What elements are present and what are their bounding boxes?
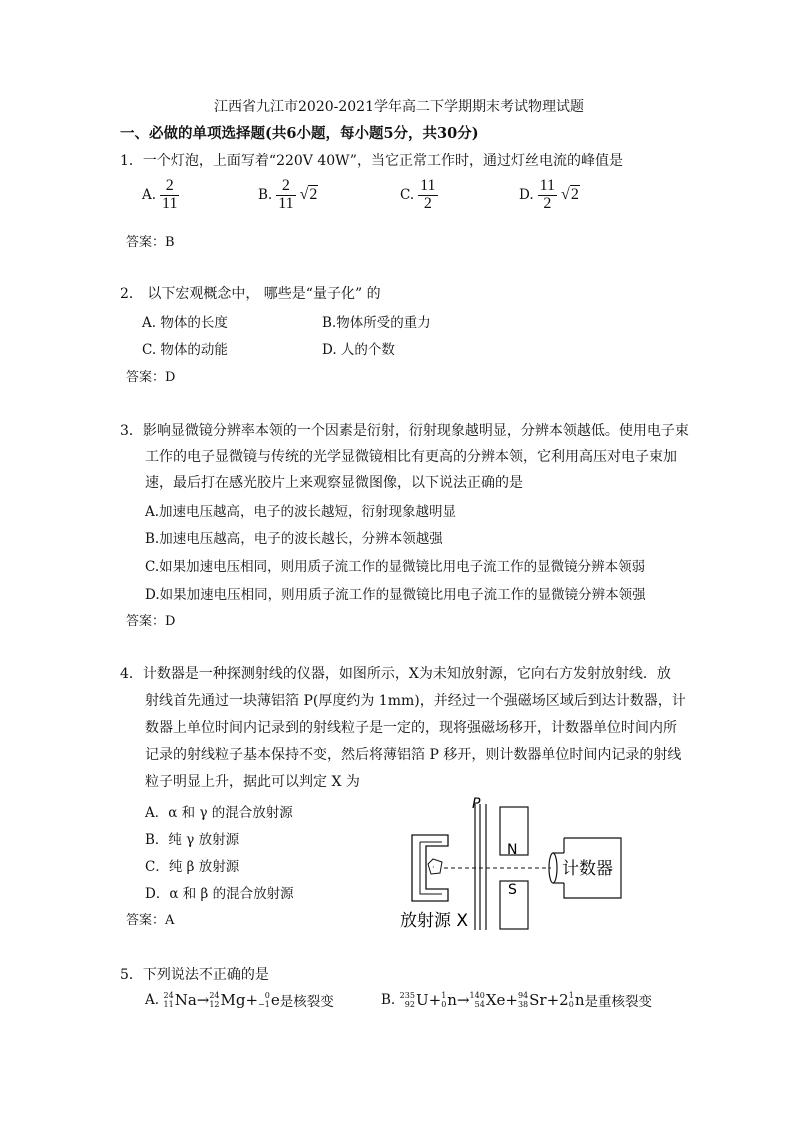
q4-stem-line4: 记录的射线粒子基本保持不变，然后将薄铝箔 P 移开，则计数器单位时间内记录的射线 [145, 747, 682, 763]
denominator: 2 [423, 194, 432, 212]
isotope-numbers [518, 991, 528, 1009]
mass-number: 1 [441, 991, 447, 1000]
radiation-counter-figure [396, 792, 626, 938]
q4-stem-line1: 4．计数器是一种探测射线的仪器，如图所示，X为未知放射源，它向右方发射放射线．放 [120, 666, 671, 682]
atomic-number: −1 [258, 1000, 270, 1009]
q2-option-c: C. 物体的动能 [142, 342, 228, 358]
element-symbol: U [415, 991, 429, 1009]
mass-number: 1 [568, 991, 574, 1000]
plus-symbol: + [245, 991, 259, 1009]
q3-answer: 答案：D [126, 614, 176, 629]
element-symbol: Na [174, 991, 197, 1009]
magnet-label-n: N [507, 842, 518, 858]
isotope-numbers [400, 991, 415, 1009]
denominator: 11 [278, 194, 294, 212]
plus-symbol: + [546, 991, 560, 1009]
q5-option-b-label: B. [381, 992, 396, 1008]
atomic-number: 12 [209, 1000, 220, 1009]
isotope-numbers [441, 991, 446, 1009]
q1-stem: 1．一个灯泡，上面写着“220V 40W”，当它正常工作时，通过灯丝电流的峰值是 [120, 153, 623, 169]
section-heading: 一、必做的单项选择题(共6小题，每小题5分，共30分) [120, 125, 479, 142]
mass-number: 0 [264, 991, 270, 1000]
radicand: 2 [570, 186, 579, 204]
arrow-symbol: → [456, 991, 470, 1009]
q1-option-d-label: D. [519, 187, 534, 204]
element-symbol: Mg [220, 991, 246, 1009]
mass-number: 24 [209, 991, 220, 1000]
q1-option-a-fraction [160, 178, 179, 213]
q5-stem: 5．下列说法不正确的是 [120, 967, 269, 983]
q1-option-b-fraction [276, 178, 295, 213]
plus-symbol: + [505, 991, 518, 1009]
element-symbol: Xe [485, 991, 506, 1009]
source-shield-inner [420, 842, 442, 894]
source-shield [412, 835, 448, 901]
q1-option-a [142, 178, 179, 213]
q1-option-d [519, 178, 580, 213]
isotope-numbers [470, 991, 485, 1009]
element-symbol: n [574, 991, 585, 1009]
q4-stem-line2: 射线首先通过一块薄铝箔 P(厚度约为 1mm)，并经过一个强磁场区域后到达计数器，计 [145, 693, 686, 709]
denominator: 2 [543, 194, 552, 212]
plus-symbol: + [428, 991, 442, 1009]
q2-option-a: A. 物体的长度 [142, 315, 228, 331]
page-title: 江西省九江市2020-2021学年高二下学期期末考试物理试题 [214, 99, 584, 115]
sqrt-symbol: √2 [299, 186, 318, 204]
q4-option-c: C．纯 β 放射源 [145, 859, 240, 875]
q4-option-a: A．α 和 γ 的混合放射源 [145, 805, 293, 821]
q4-option-d: D．α 和 β 的混合放射源 [145, 886, 294, 902]
q4-stem-line5: 粒子明显上升，据此可以判定 X 为 [145, 774, 360, 790]
q1-option-b-label: B. [258, 187, 273, 204]
mass-number: 24 [163, 991, 174, 1000]
atomic-number: 0 [441, 1000, 447, 1009]
denominator: 11 [162, 194, 178, 212]
q3-option-c: C.如果加速电压相同，则用质子流工作的显微镜比用电子流工作的显微镜分辨本领弱 [145, 559, 646, 575]
q1-option-a-label: A. [142, 187, 157, 204]
sqrt-symbol: √2 [561, 186, 579, 204]
source-sample-icon [428, 859, 442, 874]
atomic-number: 38 [517, 1000, 529, 1009]
element-symbol: Sr [529, 991, 547, 1009]
q4-answer: 答案：A [126, 913, 175, 928]
q2-option-d: D. 人的个数 [322, 342, 395, 358]
element-symbol: n [447, 991, 457, 1009]
atomic-number: 54 [474, 1000, 485, 1009]
numerator: 2 [276, 178, 295, 196]
q5-option-b-text: 是重核裂变 [584, 994, 652, 1010]
mass-number: 94 [517, 991, 529, 1000]
source-label: 放射源 X [400, 911, 469, 931]
arrow-symbol: → [196, 991, 210, 1009]
counter-label: 计数器 [562, 859, 613, 879]
q2-option-b: B.物体所受的重力 [322, 315, 431, 331]
q1-option-c-label: C. [400, 187, 415, 204]
q3-stem-line3: 速，最后打在感光胶片上来观察显微图像，以下说法正确的是 [145, 475, 523, 491]
q4-stem-line3: 数器上单位时间内记录到的射线粒子是一定的，现将强磁场移开，计数器单位时间内所 [145, 720, 677, 736]
isotope-numbers [258, 991, 270, 1009]
foil-label-p: P [472, 796, 481, 812]
q3-option-a: A.加速电压越高，电子的波长越短，衍射现象越明显 [145, 504, 457, 520]
isotope-numbers [569, 991, 574, 1009]
q1-answer: 答案：B [126, 235, 175, 250]
mass-number: 235 [399, 991, 415, 1000]
numerator: 11 [539, 177, 556, 194]
atomic-number: 11 [163, 1000, 174, 1009]
q3-option-b: B.加速电压越高，电子的波长越长，分辨本领越强 [145, 531, 443, 547]
magnet-label-s: S [508, 882, 517, 898]
source-dot: · [432, 863, 435, 872]
atomic-number: 0 [568, 1000, 574, 1009]
element-symbol: e [270, 991, 280, 1009]
q3-stem-line2: 工作的电子显微镜与传统的光学显微镜相比有更高的分辨本领，它利用高压对电子束加 [145, 449, 677, 465]
q5-option-a [145, 990, 334, 1010]
coefficient: 2 [559, 991, 569, 1009]
numerator: 11 [420, 177, 436, 194]
q3-stem-line1: 3．影响显微镜分辨率本领的一个因素是衍射，衍射现象越明显，分辨本领越低。使用电子束 [120, 423, 689, 439]
radicand: 2 [309, 186, 318, 204]
q4-option-b: B．纯 γ 放射源 [145, 832, 240, 848]
q5-option-a-text: 是核裂变 [279, 994, 334, 1010]
atomic-number: 92 [404, 1000, 415, 1009]
q5-option-a-label: A. [145, 992, 160, 1008]
q1-option-c [400, 178, 438, 213]
q1-option-c-fraction [418, 178, 437, 213]
mass-number: 140 [469, 991, 485, 1000]
q3-option-d: D.如果加速电压相同，则用质子流工作的显微镜比用电子流工作的显微镜分辨本领强 [145, 587, 646, 603]
isotope-numbers [164, 991, 174, 1009]
q2-answer: 答案：D [126, 370, 176, 385]
numerator: 2 [160, 178, 179, 196]
q5-option-b [381, 990, 652, 1010]
q1-option-b [258, 178, 318, 213]
q2-stem: 2． 以下宏观概念中， 哪些是“量子化” 的 [120, 286, 381, 302]
isotope-numbers [209, 991, 219, 1009]
q1-option-d-fraction [538, 178, 557, 213]
